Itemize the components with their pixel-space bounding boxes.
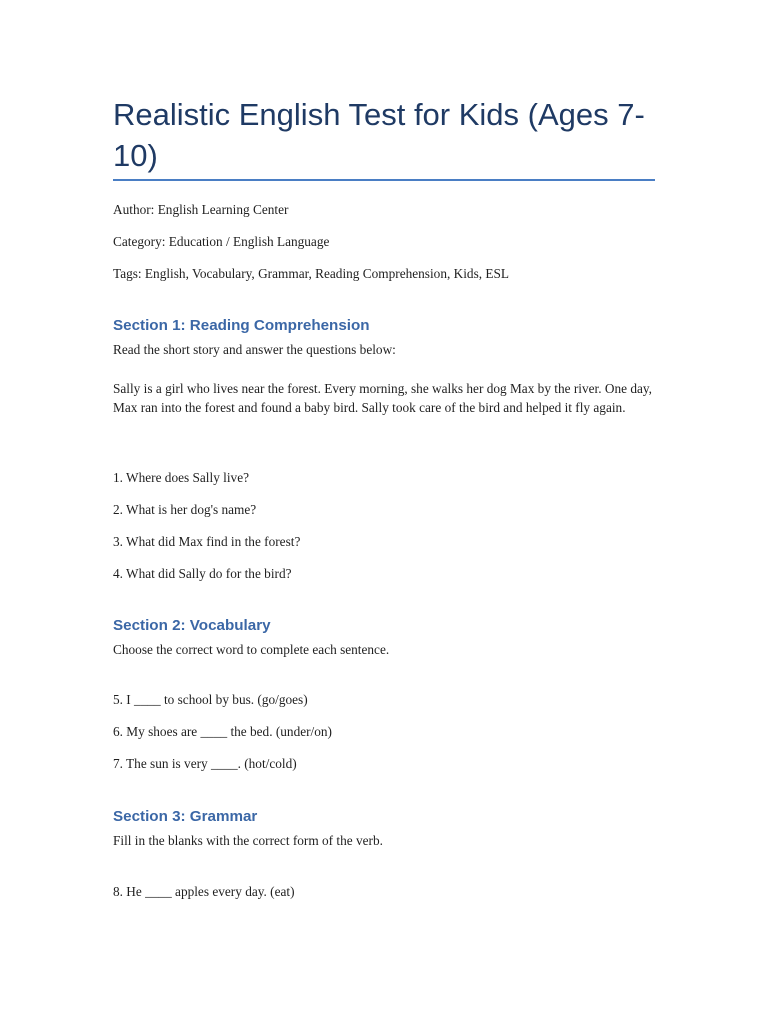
question-6: 6. My shoes are ____ the bed. (under/on) [113,724,332,739]
category-line: Category: Education / English Language [113,234,330,249]
section-1-story: Sally is a girl who lives near the forest. Every morning, she walks her dog Max by the river. One day, Max ran into the forest and found a baby bird. Sally took care of the bird and helped it fly again. [113,381,653,415]
question-7: 7. The sun is very ____. (hot/cold) [113,756,297,771]
question-4: 4. What did Sally do for the bird? [113,566,292,581]
section-3-instruction: Fill in the blanks with the correct form of the verb. [113,833,383,848]
section-3-heading: Section 3: Grammar [113,808,258,825]
question-1: 1. Where does Sally live? [113,470,250,485]
question-3: 3. What did Max find in the forest? [113,534,301,549]
question-8: 8. He ____ apples every day. (eat) [113,884,295,899]
section-1-instruction: Read the short story and answer the questions below: [113,342,396,357]
title-divider [113,179,655,181]
tags-line: Tags: English, Vocabulary, Grammar, Reading Comprehension, Kids, ESL [113,266,510,281]
question-2: 2. What is her dog's name? [113,502,257,517]
section-1-heading: Section 1: Reading Comprehension [113,317,370,334]
section-2-heading: Section 2: Vocabulary [113,617,271,634]
author-line: Author: English Learning Center [113,202,289,217]
document-title: Realistic English Test for Kids (Ages 7-10) [113,97,645,173]
question-5: 5. I ____ to school by bus. (go/goes) [113,692,308,707]
section-2-instruction: Choose the correct word to complete each sentence. [113,642,390,657]
